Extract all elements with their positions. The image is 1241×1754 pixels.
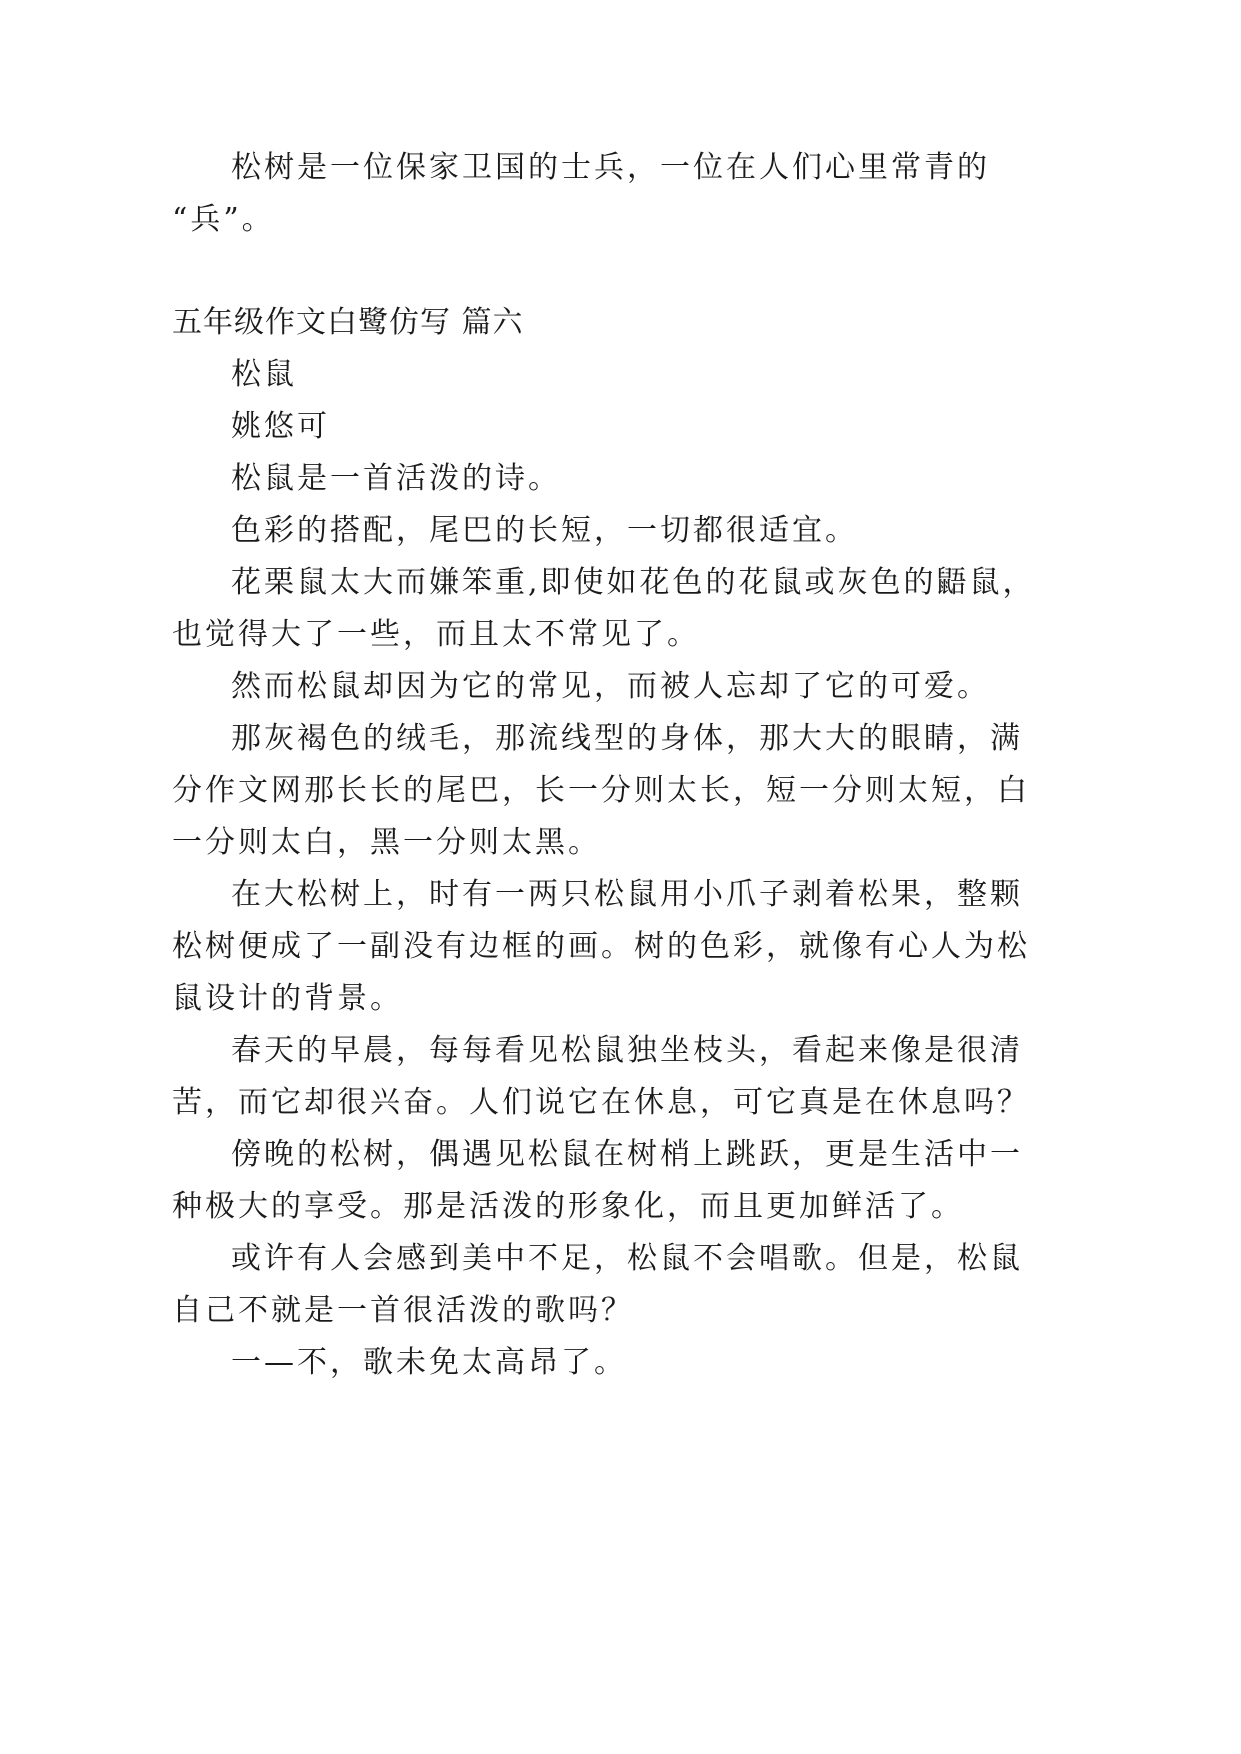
paragraph-line: 在大松树上，时有一两只松鼠用小爪子剥着松果，整颗 [231, 877, 1023, 912]
paragraph-line: 花栗鼠太大而嫌笨重,即使如花色的花鼠或灰色的鼯鼠， [231, 565, 1036, 600]
essay-author: 姚悠可 [231, 409, 330, 444]
paragraph-line: 色彩的搭配，尾巴的长短，一切都很适宜。 [231, 513, 858, 548]
paragraph-line: 也觉得大了一些，而且太不常见了。 [172, 617, 700, 652]
paragraph-line: 自己不就是一首很活泼的歌吗？ [172, 1293, 634, 1328]
paragraph-line: 傍晚的松树，偶遇见松鼠在树梢上跳跃，更是生活中一 [231, 1137, 1023, 1172]
intro-paragraph-line: “兵”。 [172, 202, 275, 237]
paragraph-line: 种极大的享受。那是活泼的形象化，而且更加鲜活了。 [172, 1189, 964, 1224]
paragraph-line: 苦，而它却很兴奋。人们说它在休息，可它真是在休息吗？ [172, 1085, 1030, 1120]
intro-paragraph-line: 松树是一位保家卫国的士兵，一位在人们心里常青的 [231, 150, 990, 185]
paragraph-line: 或许有人会感到美中不足，松鼠不会唱歌。但是，松鼠 [231, 1241, 1023, 1276]
paragraph-line: 鼠设计的背景。 [172, 981, 403, 1016]
section-title: 五年级作文白鹭仿写 篇六 [172, 305, 524, 340]
paragraph-line: 分作文网那长长的尾巴，长一分则太长，短一分则太短，白 [172, 773, 1030, 808]
paragraph-line: 松树便成了一副没有边框的画。树的色彩，就像有心人为松 [172, 929, 1030, 964]
paragraph-line: 然而松鼠却因为它的常见，而被人忘却了它的可爱。 [231, 669, 990, 704]
paragraph-line: 松鼠是一首活泼的诗。 [231, 461, 561, 496]
paragraph-line: 春天的早晨，每每看见松鼠独坐枝头，看起来像是很清 [231, 1033, 1023, 1068]
paragraph-line: 那灰褐色的绒毛，那流线型的身体，那大大的眼睛，满 [231, 721, 1023, 756]
paragraph-line: 一—不，歌未免太高昂了。 [231, 1345, 627, 1380]
paragraph-line: 一分则太白，黑一分则太黑。 [172, 825, 601, 860]
essay-title: 松鼠 [231, 357, 297, 392]
